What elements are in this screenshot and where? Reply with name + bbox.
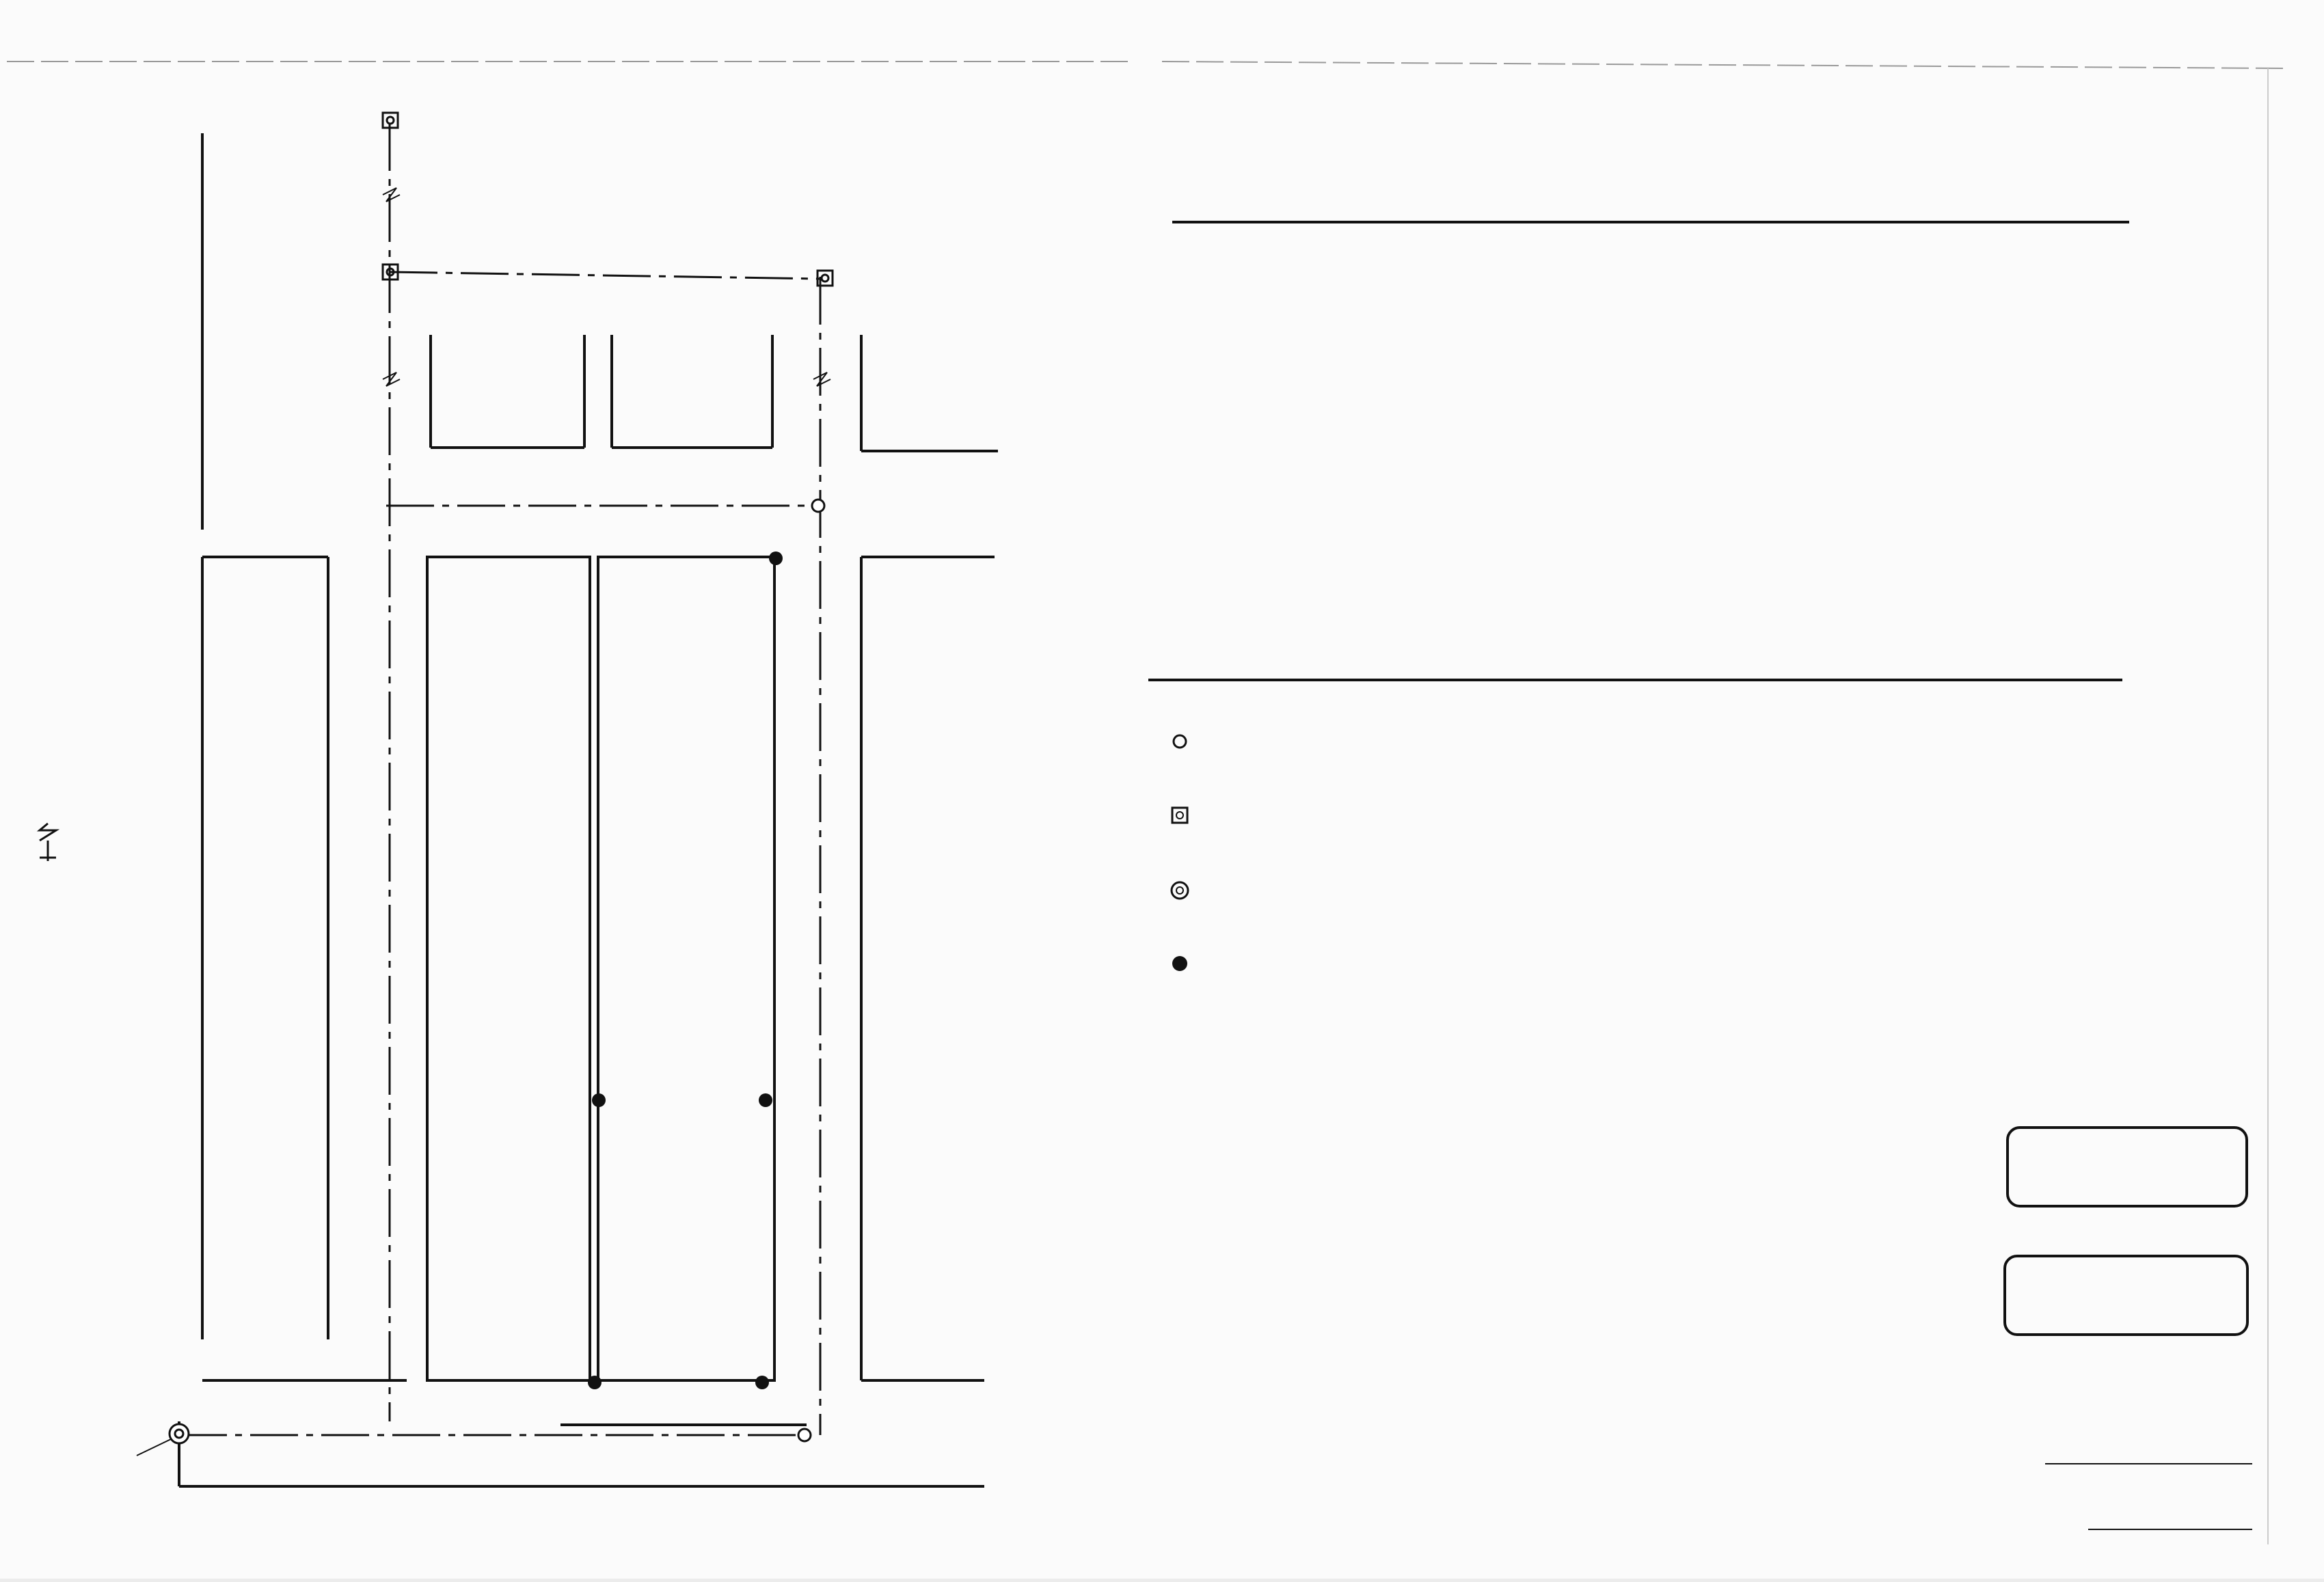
lot-9-west-set-monument-icon	[592, 1093, 606, 1107]
sw-corner-monument-icon	[170, 1424, 189, 1443]
open-circle-icon	[1174, 735, 1186, 748]
registration-stamp-top	[2008, 1128, 2247, 1206]
square-circle-icon	[1172, 808, 1187, 823]
block-32-outline	[427, 557, 774, 1380]
basis-symbol-icon	[40, 823, 56, 861]
lot-1-east-set-monument-icon	[755, 1376, 769, 1389]
filled-circle-icon	[1172, 956, 1187, 971]
double-circle-icon	[1172, 882, 1188, 899]
auburn-20th-monument-icon	[798, 1429, 811, 1441]
lot-1-west-set-monument-icon	[588, 1376, 602, 1389]
lot-23-set-monument-icon	[769, 551, 783, 565]
lot-9-east-set-monument-icon	[759, 1093, 772, 1107]
registration-stamp-bottom	[2005, 1256, 2247, 1335]
court-20th-monument-icon	[812, 500, 824, 512]
